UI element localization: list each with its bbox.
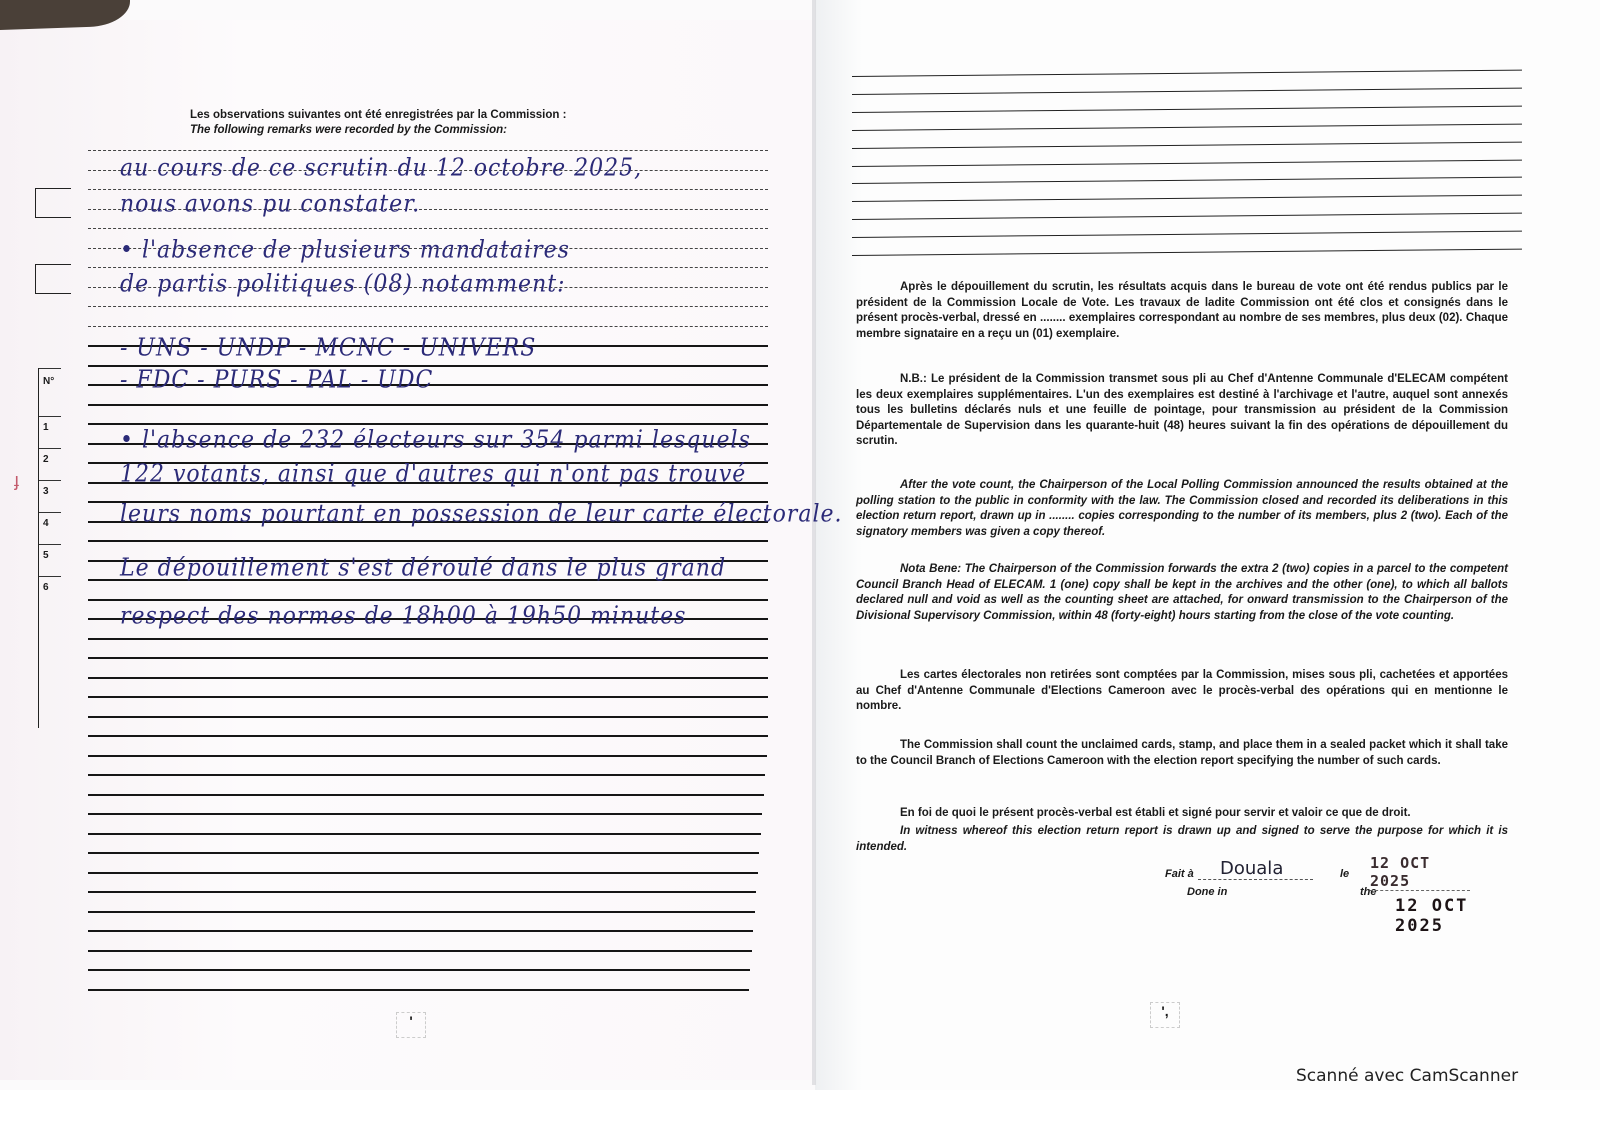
number-cell: 6 <box>43 582 49 593</box>
remark-line: de partis politiques (08) notamment: <box>120 270 566 299</box>
remark-line: • l'absence de 232 électeurs sur 354 parmi lesquels <box>120 426 751 455</box>
ruled-line <box>88 774 765 776</box>
margin-box-1 <box>35 188 71 218</box>
ruled-line <box>88 755 767 757</box>
ruled-line <box>88 267 768 268</box>
heading-en: The following remarks were recorded by the Commission: <box>190 124 507 136</box>
ruled-line <box>88 540 768 542</box>
remark-line: au cours de ce scrutin du 12 octobre 2025, <box>120 154 643 183</box>
ruled-line <box>88 735 768 737</box>
remark-line: respect des normes de 18h00 à 19h50 minutes <box>120 602 687 631</box>
page-mark-left: ' <box>396 1012 426 1038</box>
paragraph-cards-en: The Commission shall count the unclaimed cards, stamp, and place them in a sealed packet which it shall take to the Council Branch of Elections Cameroon with the election report specifying the number of such cards. <box>856 739 1508 767</box>
paragraph-results-en: After the vote count, the Chairperson of the Local Polling Commission announced the results obtained at the polling station to the public in conformity with the law. The Commission closed and recorded its deliberations in this election return report, drawn up in ........ copies corresponding to the number of its members, plus 2 (two). Each of the signatory members was given a copy thereof. <box>856 479 1508 538</box>
ruled-line <box>88 794 764 796</box>
paragraph-witness-fr: En foi de quoi le présent procès-verbal est établi et signé pour servir et valoir ce que de droit. <box>900 807 1411 819</box>
ruled-line <box>88 404 768 406</box>
remark-line: nous avons pu constater. <box>120 190 421 219</box>
red-ink-mark: ɟ <box>14 470 20 490</box>
paragraph-results-fr: Après le dépouillement du scrutin, les résultats acquis dans le bureau de vote ont été rendus publics par le président de la Commission Locale de Vote. Les travaux de ladite Commission ont été clos et consignés dans le présent procès-verbal, dressé en ........ exemplaires correspondant au nombre de ses membres, plus deux (02). Chaque membre signataire en a reçu un (01) exemplaire. <box>856 281 1508 340</box>
number-header: N° <box>43 376 55 387</box>
ruled-line <box>88 891 756 893</box>
remark-line: leurs noms pourtant en possession de leur carte électorale. <box>120 500 843 529</box>
observations-heading <box>190 108 566 138</box>
ruled-line <box>88 989 749 991</box>
ruled-line <box>88 657 768 659</box>
heading-fr: Les observations suivantes ont été enregistrées par la Commission : <box>190 109 567 121</box>
done-in-label: Done in <box>1187 886 1228 898</box>
the-label: the <box>1360 886 1377 898</box>
remark-line: • l'absence de plusieurs mandataires <box>120 236 570 265</box>
number-cell: 1 <box>43 422 49 433</box>
le-label: le <box>1340 868 1350 880</box>
remark-line: - UNS - UNDP - MCNC - UNIVERS <box>120 334 537 363</box>
fait-a-label: Fait à <box>1165 868 1194 880</box>
remark-line: Le dépouillement s'est déroulé dans le plus grand <box>120 554 727 583</box>
ruled-line <box>88 950 752 952</box>
ruled-line <box>88 677 768 679</box>
ruled-line <box>88 228 768 229</box>
paragraph-witness-en: In witness whereof this election return report is drawn up and signed to serve the purpose for which it is intended. <box>856 825 1508 853</box>
ruled-line <box>88 150 768 151</box>
margin-box-2 <box>35 264 71 294</box>
ruled-line <box>88 930 753 932</box>
date-stamp-1: 12 OCT 2025 <box>1370 854 1470 891</box>
number-cell: 2 <box>43 454 49 465</box>
ruled-line <box>88 326 768 327</box>
signature-block <box>1165 854 1505 936</box>
page-mark-right: ', <box>1150 1002 1180 1028</box>
number-column <box>38 368 62 728</box>
number-cell: 5 <box>43 550 49 561</box>
city-handwritten: Douala <box>1198 858 1313 880</box>
remark-line: - FDC - PURS - PAL - UDC <box>120 366 434 395</box>
date-stamp-2: 12 OCT 2025 <box>1395 896 1469 936</box>
paragraph-cards-fr: Les cartes électorales non retirées sont comptées par la Commission, mises sous pli, cachetées et apportées au Chef d'Antenne Communale d'Elections Cameroon avec le procès-verbal des opérations qui en mentionne le nombre. <box>856 669 1508 713</box>
ruled-line <box>88 911 755 913</box>
number-cell: 3 <box>43 486 49 497</box>
ruled-line <box>88 696 768 698</box>
page-spine <box>812 0 816 1085</box>
ruled-line <box>88 833 761 835</box>
ruled-line <box>88 638 768 640</box>
ruled-line <box>88 852 759 854</box>
paragraph-nb-en: Nota Bene: The Chairperson of the Commission forwards the extra 2 (two) copies in a parcel to the competent Council Branch Head of ELECAM. 1 (one) copy shall be kept in the archives and the other (one), to which all ballots declared null and void as well as the counting sheet are attached, for onward transmission to the Chairperson of the Divisional Supervisory Commission, within 48 (forty-eight) hours starting from the close of the vote counting. <box>856 563 1508 622</box>
remark-line: 122 votants, ainsi que d'autres qui n'ont pas trouvé <box>120 460 747 489</box>
number-cell: 4 <box>43 518 49 529</box>
ruled-line <box>88 599 768 601</box>
ruled-line <box>88 813 762 815</box>
camscanner-watermark: Scanné avec CamScanner <box>1296 1066 1519 1086</box>
ruled-line <box>88 969 750 971</box>
ruled-line <box>88 716 768 718</box>
ruled-line <box>88 306 768 307</box>
ruled-line <box>88 872 758 874</box>
ruled-line <box>88 423 768 425</box>
paragraph-nb-fr: N.B.: Le président de la Commission transmet sous pli au Chef d'Antenne Communale d'ELECAM compétent les deux exemplaires supplémentaires. L'un des exemplaires est destiné à l'archivage et l'autre, auquel sont annexés tous les bulletins déclarés nuls et une feuille de pointage, pour transmission au président de la Commission Départementale de Supervision dans les quarante-huit (48) heures suivant la fin des opérations de dépouillement du scrutin. <box>856 373 1508 448</box>
